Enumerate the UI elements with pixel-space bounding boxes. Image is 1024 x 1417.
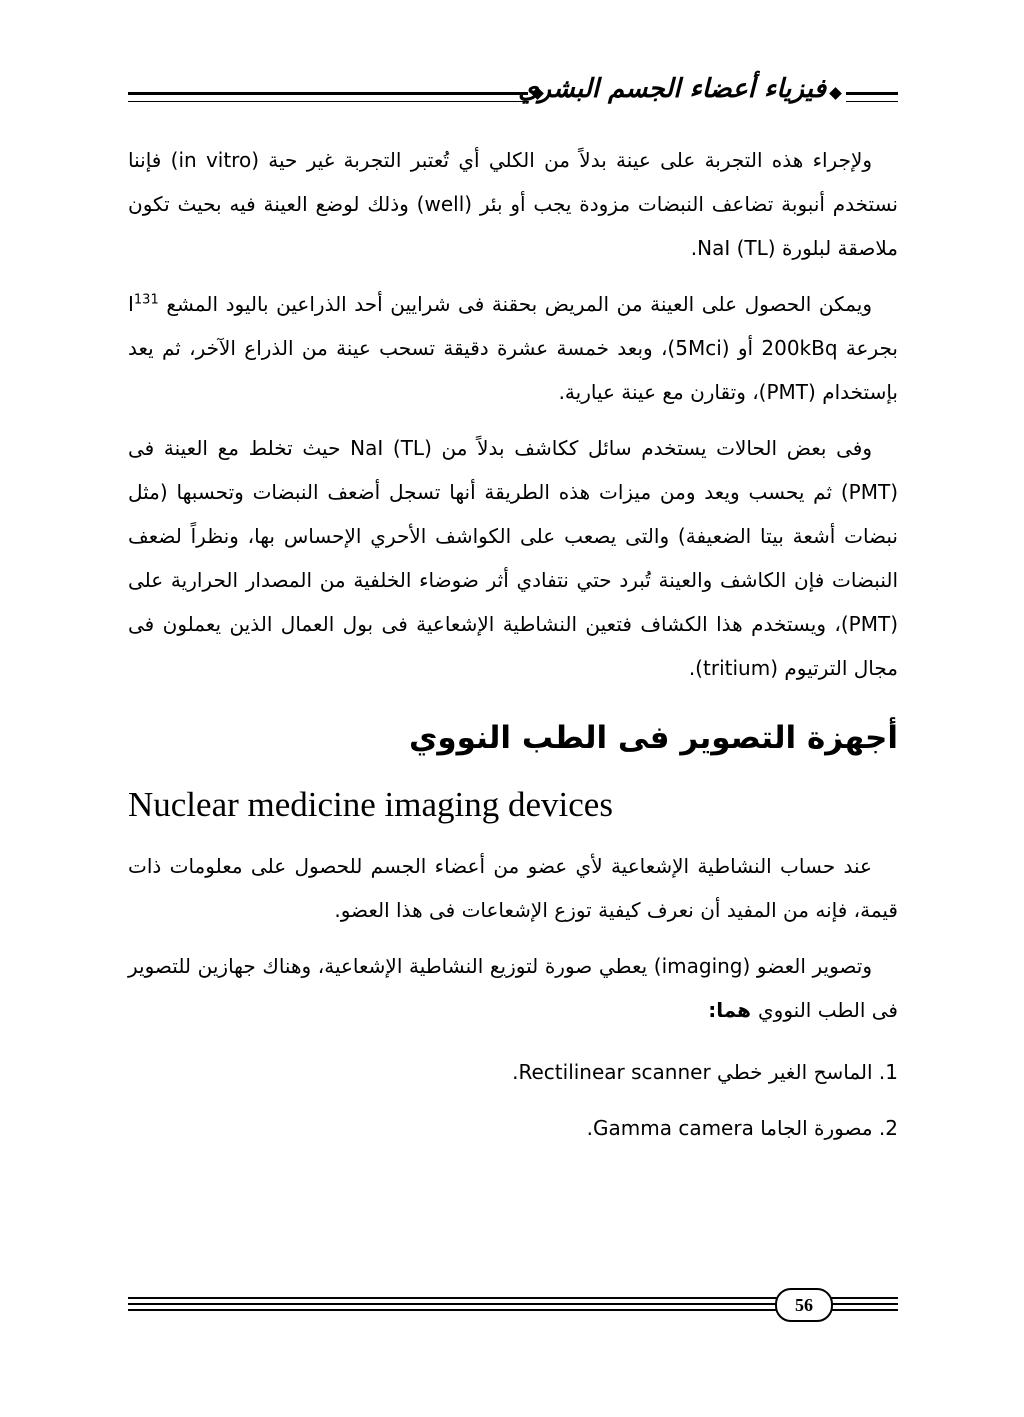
paragraph: وتصوير العضو (imaging) يعطي صورة لتوزيع النشاطية الإشعاعية، وهناك جهازين للتصوير فى الطب النووي هما: <box>128 954 898 1022</box>
paragraph: عند حساب النشاطية الإشعاعية لأي عضو من أعضاء الجسم للحصول على معلومات ذات قيمة، فإنه من المفيد أن نعرف كيفية توزع الإشعاعات فى هذا العضو. <box>128 854 898 922</box>
running-title: فيزياء أعضاء الجسم البشري <box>518 74 826 104</box>
section-title-arabic: أجهزة التصوير فى الطب النووي <box>409 720 898 756</box>
diamond-ornament-icon <box>829 87 842 100</box>
page-content <box>128 138 898 1156</box>
page-footer <box>128 1290 898 1330</box>
paragraph: ويمكن الحصول على العينة من المريض بحقنة فى شرايين أحد الذراعين باليود المشع $I^{131}$ بجرعة 200kBq أو (5Mci)، وبعد خمسة عشرة دقيقة تسحب عينة من الذراع الآخر، ثم يعد بإستخدام (PMT)، وتقارن مع عينة عيارية. <box>128 292 899 404</box>
header-rule <box>846 92 898 102</box>
page-header <box>128 70 898 120</box>
page-number: 56 <box>775 1288 833 1322</box>
list-item: 1. الماسح الغير خطي Rectilinear scanner. <box>512 1060 898 1084</box>
section-title-english: Nuclear medicine imaging devices <box>128 785 613 824</box>
iodine-isotope: $I^{131}$ <box>128 292 159 316</box>
paragraph: وفى بعض الحالات يستخدم سائل ككاشف بدلاً من NaI (TL) حيث تخلط مع العينة فى (PMT) ثم يحسب ويعد ومن ميزات هذه الطريقة أنها تسجل أضعف النبضات وتحسبها (مثل نبضات أشعة بيتا الضعيفة) والتى يصعب على الكواشف الأحري الإحساس بها، ونظراً لضعف النبضات فإن الكاشف والعينة تُبرد حتي نتفادي أثر ضوضاء الخلفية من المصدار الحرارية على (PMT)، ويستخدم هذا الكشاف فتعين النشاطية الإشعاعية فى بول العمال الذين يعملون فى مجال الترتيوم (tritium). <box>128 436 898 680</box>
header-rule <box>128 92 528 102</box>
paragraph: ولإجراء هذه التجربة على عينة بدلاً من الكلي أي تُعتبر التجربة غير حية (in vitro) فإننا نستخدم أنبوبة تضاعف النبضات مزودة يجب أو بئر (well) وذلك لوضع العينة فيه بحيث تكون ملاصقة لبلورة (NaI (TL. <box>128 148 898 260</box>
list-item: 2. مصورة الجاما Gamma camera. <box>586 1116 898 1140</box>
